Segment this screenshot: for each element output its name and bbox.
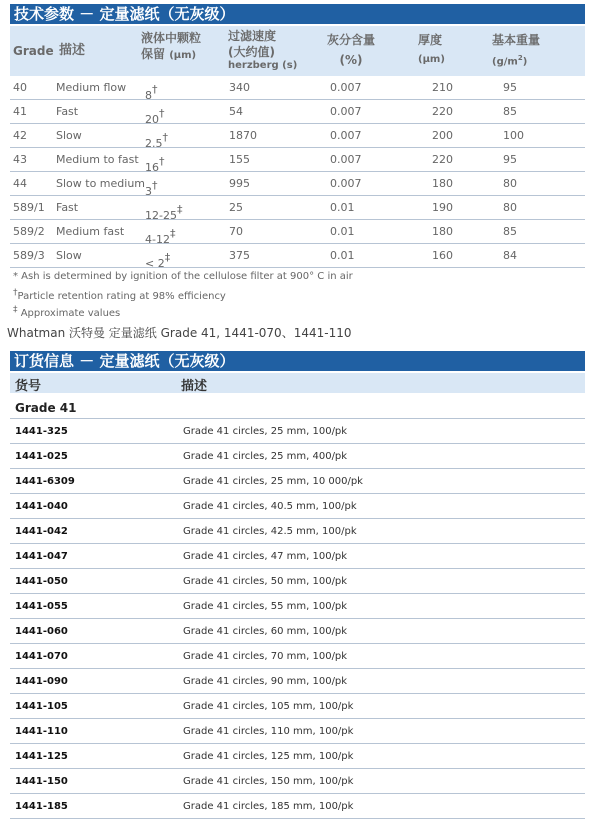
- cell-thickness: 220: [432, 105, 453, 118]
- cell-grade: 40: [13, 81, 27, 94]
- cell-grade: 42: [13, 129, 27, 142]
- cell-thickness: 180: [432, 225, 453, 238]
- order-section-title: 订货信息 － 定量滤纸（无灰级）: [10, 351, 585, 371]
- cell-desc: Medium flow: [56, 81, 127, 94]
- order-row: [10, 669, 585, 694]
- order-desc: Grade 41 circles, 25 mm, 100/pk: [183, 426, 348, 437]
- cell-desc: Fast: [56, 105, 79, 118]
- cell-weight: 95: [503, 81, 517, 94]
- order-desc: Grade 41 circles, 125 mm, 100/pk: [183, 751, 354, 762]
- header-weight: [492, 32, 540, 70]
- order-code: 1441-110: [15, 726, 68, 737]
- spec-table-header: [10, 26, 585, 76]
- cell-weight: 85: [503, 225, 517, 238]
- cell-desc: Slow: [56, 249, 82, 262]
- cell-ash: 0.007: [330, 129, 362, 142]
- order-desc: Grade 41 circles, 150 mm, 100/pk: [183, 776, 354, 787]
- header-thickness-unit: (μm): [418, 54, 445, 65]
- header-grade: Grade: [13, 44, 54, 58]
- order-table-header: [10, 373, 585, 393]
- order-desc: Grade 41 circles, 50 mm, 100/pk: [183, 576, 348, 587]
- header-speed-line2: (大约值): [228, 45, 275, 59]
- order-code: 1441-6309: [15, 476, 75, 487]
- spec-row: [10, 196, 585, 220]
- header-order-desc: 描述: [181, 379, 208, 394]
- order-desc: Grade 41 circles, 55 mm, 100/pk: [183, 601, 348, 612]
- order-code: 1441-185: [15, 801, 68, 812]
- order-desc: Grade 41 circles, 42.5 mm, 100/pk: [183, 526, 357, 537]
- header-speed-unit: herzberg (s): [228, 60, 298, 71]
- cell-ash: 0.007: [330, 177, 362, 190]
- cell-speed: 375: [229, 249, 250, 262]
- cell-ash: 0.007: [330, 81, 362, 94]
- order-row: [10, 644, 585, 669]
- cell-retention: 4-12‡: [145, 227, 176, 246]
- footnote-retention: †Particle retention rating at 98% efficiency: [13, 288, 226, 302]
- header-thickness: [418, 32, 445, 68]
- cell-desc: Fast: [56, 201, 79, 214]
- cell-speed: 70: [229, 225, 243, 238]
- order-row: [10, 594, 585, 619]
- cell-retention: < 2‡: [145, 251, 171, 270]
- cell-retention: 2.5†: [145, 131, 168, 150]
- cell-ash: 0.01: [330, 249, 355, 262]
- footnote-ash: * Ash is determined by ignition of the cellulose filter at 900° C in air: [13, 271, 353, 282]
- order-row: [10, 619, 585, 644]
- spec-row: [10, 100, 585, 124]
- cell-thickness: 190: [432, 201, 453, 214]
- product-caption: Whatman 沃特曼 定量滤纸 Grade 41, 1441-070、1441-110: [7, 326, 352, 340]
- cell-weight: 100: [503, 129, 524, 142]
- cell-ash: 0.007: [330, 153, 362, 166]
- cell-weight: 85: [503, 105, 517, 118]
- order-desc: Grade 41 circles, 185 mm, 100/pk: [183, 801, 354, 812]
- cell-speed: 995: [229, 177, 250, 190]
- order-desc: Grade 41 circles, 40.5 mm, 100/pk: [183, 501, 357, 512]
- header-ash-line1: 灰分含量: [326, 33, 375, 47]
- order-code: 1441-047: [15, 551, 68, 562]
- cell-ash: 0.01: [330, 201, 355, 214]
- header-retention-line2: 保留 (μm): [141, 47, 197, 61]
- spec-row: [10, 148, 585, 172]
- order-row: [10, 544, 585, 569]
- order-row: [10, 469, 585, 494]
- cell-retention: 3†: [145, 179, 158, 198]
- order-desc: Grade 41 circles, 90 mm, 100/pk: [183, 676, 348, 687]
- order-code: 1441-050: [15, 576, 68, 587]
- cell-weight: 80: [503, 177, 517, 190]
- order-row: [10, 744, 585, 769]
- order-code: 1441-040: [15, 501, 68, 512]
- cell-thickness: 160: [432, 249, 453, 262]
- cell-thickness: 220: [432, 153, 453, 166]
- spec-row: [10, 244, 585, 268]
- cell-weight: 84: [503, 249, 517, 262]
- cell-speed: 54: [229, 105, 243, 118]
- order-code: 1441-070: [15, 651, 68, 662]
- cell-thickness: 200: [432, 129, 453, 142]
- order-code: 1441-150: [15, 776, 68, 787]
- cell-speed: 155: [229, 153, 250, 166]
- cell-ash: 0.01: [330, 225, 355, 238]
- cell-ash: 0.007: [330, 105, 362, 118]
- header-code: 货号: [15, 379, 42, 394]
- cell-grade: 44: [13, 177, 27, 190]
- header-weight-line1: 基本重量: [492, 33, 541, 47]
- order-row: [10, 494, 585, 519]
- order-desc: Grade 41 circles, 70 mm, 100/pk: [183, 651, 348, 662]
- cell-speed: 25: [229, 201, 243, 214]
- cell-retention: 8†: [145, 83, 158, 102]
- order-row: [10, 419, 585, 444]
- spec-row: [10, 172, 585, 196]
- spec-row: [10, 220, 585, 244]
- cell-retention: 16†: [145, 155, 165, 174]
- header-retention-line1: 液体中颗粒: [141, 31, 202, 45]
- header-thickness-line1: 厚度: [418, 33, 443, 47]
- order-code: 1441-060: [15, 626, 68, 637]
- header-speed: [228, 28, 297, 72]
- order-row: [10, 794, 585, 819]
- order-desc: Grade 41 circles, 25 mm, 400/pk: [183, 451, 348, 462]
- cell-grade: 41: [13, 105, 27, 118]
- order-row: [10, 769, 585, 794]
- order-desc: Grade 41 circles, 25 mm, 10 000/pk: [183, 476, 363, 487]
- grade-group-title: Grade 41: [15, 401, 77, 415]
- order-code: 1441-325: [15, 426, 68, 437]
- order-desc: Grade 41 circles, 110 mm, 100/pk: [183, 726, 354, 737]
- cell-desc: Slow to medium: [56, 177, 146, 190]
- header-desc: 描述: [59, 43, 86, 58]
- cell-weight: 95: [503, 153, 517, 166]
- order-row: [10, 519, 585, 544]
- spec-row: [10, 76, 585, 100]
- cell-desc: Medium to fast: [56, 153, 139, 166]
- cell-retention: 12-25‡: [145, 203, 183, 222]
- order-code: 1441-105: [15, 701, 68, 712]
- spec-row: [10, 124, 585, 148]
- order-row: [10, 694, 585, 719]
- footnote-approx: ‡ Approximate values: [13, 305, 121, 319]
- spec-section-title: 技术参数 － 定量滤纸（无灰级）: [10, 4, 585, 24]
- cell-grade: 589/1: [13, 201, 45, 214]
- header-retention: [141, 30, 201, 64]
- order-desc: Grade 41 circles, 60 mm, 100/pk: [183, 626, 348, 637]
- cell-retention: 20†: [145, 107, 165, 126]
- cell-grade: 43: [13, 153, 27, 166]
- order-row: [10, 719, 585, 744]
- header-speed-line1: 过滤速度: [228, 29, 277, 43]
- order-row: [10, 569, 585, 594]
- order-desc: Grade 41 circles, 105 mm, 100/pk: [183, 701, 354, 712]
- cell-desc: Medium fast: [56, 225, 125, 238]
- header-ash-line2: (%): [339, 53, 363, 67]
- cell-thickness: 210: [432, 81, 453, 94]
- order-code: 1441-055: [15, 601, 68, 612]
- cell-speed: 1870: [229, 129, 257, 142]
- order-row: [10, 444, 585, 469]
- cell-speed: 340: [229, 81, 250, 94]
- order-code: 1441-125: [15, 751, 68, 762]
- header-ash: [316, 32, 386, 68]
- cell-grade: 589/3: [13, 249, 45, 262]
- order-desc: Grade 41 circles, 47 mm, 100/pk: [183, 551, 348, 562]
- order-code: 1441-042: [15, 526, 68, 537]
- cell-thickness: 180: [432, 177, 453, 190]
- header-weight-unit: $(g/m^2)$: [492, 54, 528, 68]
- cell-grade: 589/2: [13, 225, 45, 238]
- order-code: 1441-090: [15, 676, 68, 687]
- cell-weight: 80: [503, 201, 517, 214]
- cell-desc: Slow: [56, 129, 82, 142]
- order-code: 1441-025: [15, 451, 68, 462]
